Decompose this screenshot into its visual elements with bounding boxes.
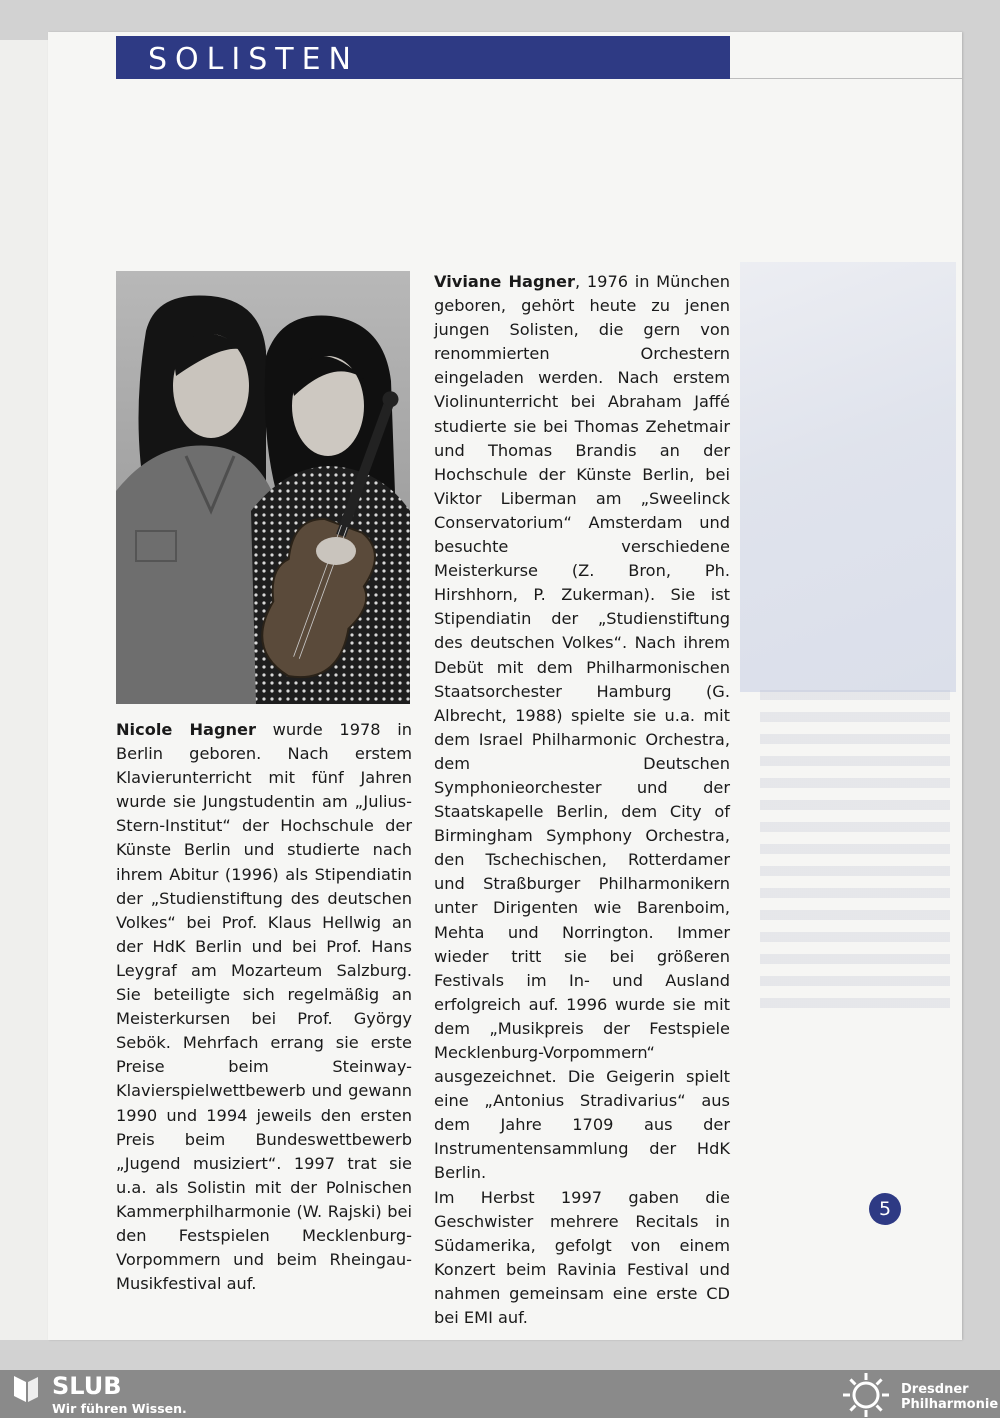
slub-tagline: Wir führen Wissen. bbox=[52, 1401, 187, 1416]
photo-two-women-violin-icon bbox=[116, 271, 410, 704]
viviane-bio-text: , 1976 in München geboren, gehört heute zu jenen jungen Solisten, die gern von renommierten Orchestern eingeladen werden. Nach erstem Violinunterricht bei Abraham Jaffé studierte sie bei Thomas Zehetmair und Thomas Brandis an der Hochschule der Künste Berlin, bei Viktor Liberman am „Sweelinck Conservatorium“ Amsterdam und besuchte verschiedene Meisterkurse (Z. Bron, Ph. Hirshhorn, P. Zukerman). Sie ist Stipendiatin der „Studienstiftung des deutschen Volkes“. Nach ihrem Debüt mit dem Philharmonischen Staatsorchester Hamburg (G. Albrecht, 1988) spielte sie u.a. mit dem Israel Philharmonic Orchestra, dem Deutschen Symphonieorchester und der Staatskapelle Berlin, dem City of Birmingham Symphony Orchestra, den Tschechischen, Rotterdamer und Straßburger Philharmonikern unter Dirigenten wie Barenboim, Mehta und Norrington. Immer wieder tritt sie bei größeren Festivals im In- und Ausland erfolgreich auf. 1996 wurde sie mit dem „Musikpreis der Festspiele Mecklenburg-Vorpommern“ ausgezeichnet. Die Geigerin spielt eine „Antonius Stradivarius“ aus dem Jahre 1709 aus der Instrumentensammlung der HdK Berlin. bbox=[434, 272, 730, 1183]
header-rule bbox=[730, 78, 962, 79]
philharmonie-sunburst-icon bbox=[842, 1372, 890, 1418]
soloists-photo bbox=[116, 271, 410, 704]
nicole-bio-text: wurde 1978 in Berlin geboren. Nach erstem Klavierunterricht mit fünf Jahren wurde sie Jungstudentin am „Julius-Stern-Institut“ der Hochschule der Künste Berlin und studierte nach ihrem Abitur (1996) als Stipendiatin der „Studienstiftung des deutschen Volkes“ bei Prof. Klaus Hellwig an der HdK Berlin und bei Prof. Hans Leygraf am Mozarteum Salzburg. Sie beteiligte sich regelmäßig an Meisterkursen bei Prof. György Sebök. Mehrfach errang sie erste Preise beim Steinway-Klavierspielwettbewerb und gewann 1990 und 1994 jeweils den ersten Preis beim Bundeswettbewerb „Jugend musiziert“. 1997 trat sie u.a. als Solistin mit der Polnischen Kammerphilharmonie (W. Rajski) bei den Festspielen Mecklenburg-Vorpommern und beim Rheingau-Musikfestival auf. bbox=[116, 720, 412, 1294]
siblings-paragraph: Im Herbst 1997 gaben die Geschwister mehrere Recitals in Südamerika, gefolgt von einem Konzert beim Ravinia Festival und nahmen gemeinsam eine erste CD bei EMI auf. bbox=[434, 1187, 730, 1328]
show-through-image bbox=[740, 262, 956, 692]
philharmonie-line2: Philharmonie bbox=[901, 1397, 999, 1412]
slub-logo-icon bbox=[12, 1374, 40, 1404]
slub-name: SLUB bbox=[52, 1372, 122, 1400]
philharmonie-line1: Dresdner bbox=[901, 1382, 969, 1397]
show-through-text bbox=[760, 690, 950, 1020]
viviane-bio bbox=[434, 270, 730, 1330]
facing-page-edge bbox=[0, 40, 49, 1340]
viviane-name: Viviane Hagner bbox=[434, 272, 576, 291]
philharmonie-name bbox=[901, 1382, 998, 1412]
page-number-badge: 5 bbox=[869, 1193, 901, 1225]
section-title: SOLISTEN bbox=[148, 42, 359, 77]
nicole-name: Nicole Hagner bbox=[116, 720, 257, 739]
nicole-bio bbox=[116, 718, 412, 1296]
